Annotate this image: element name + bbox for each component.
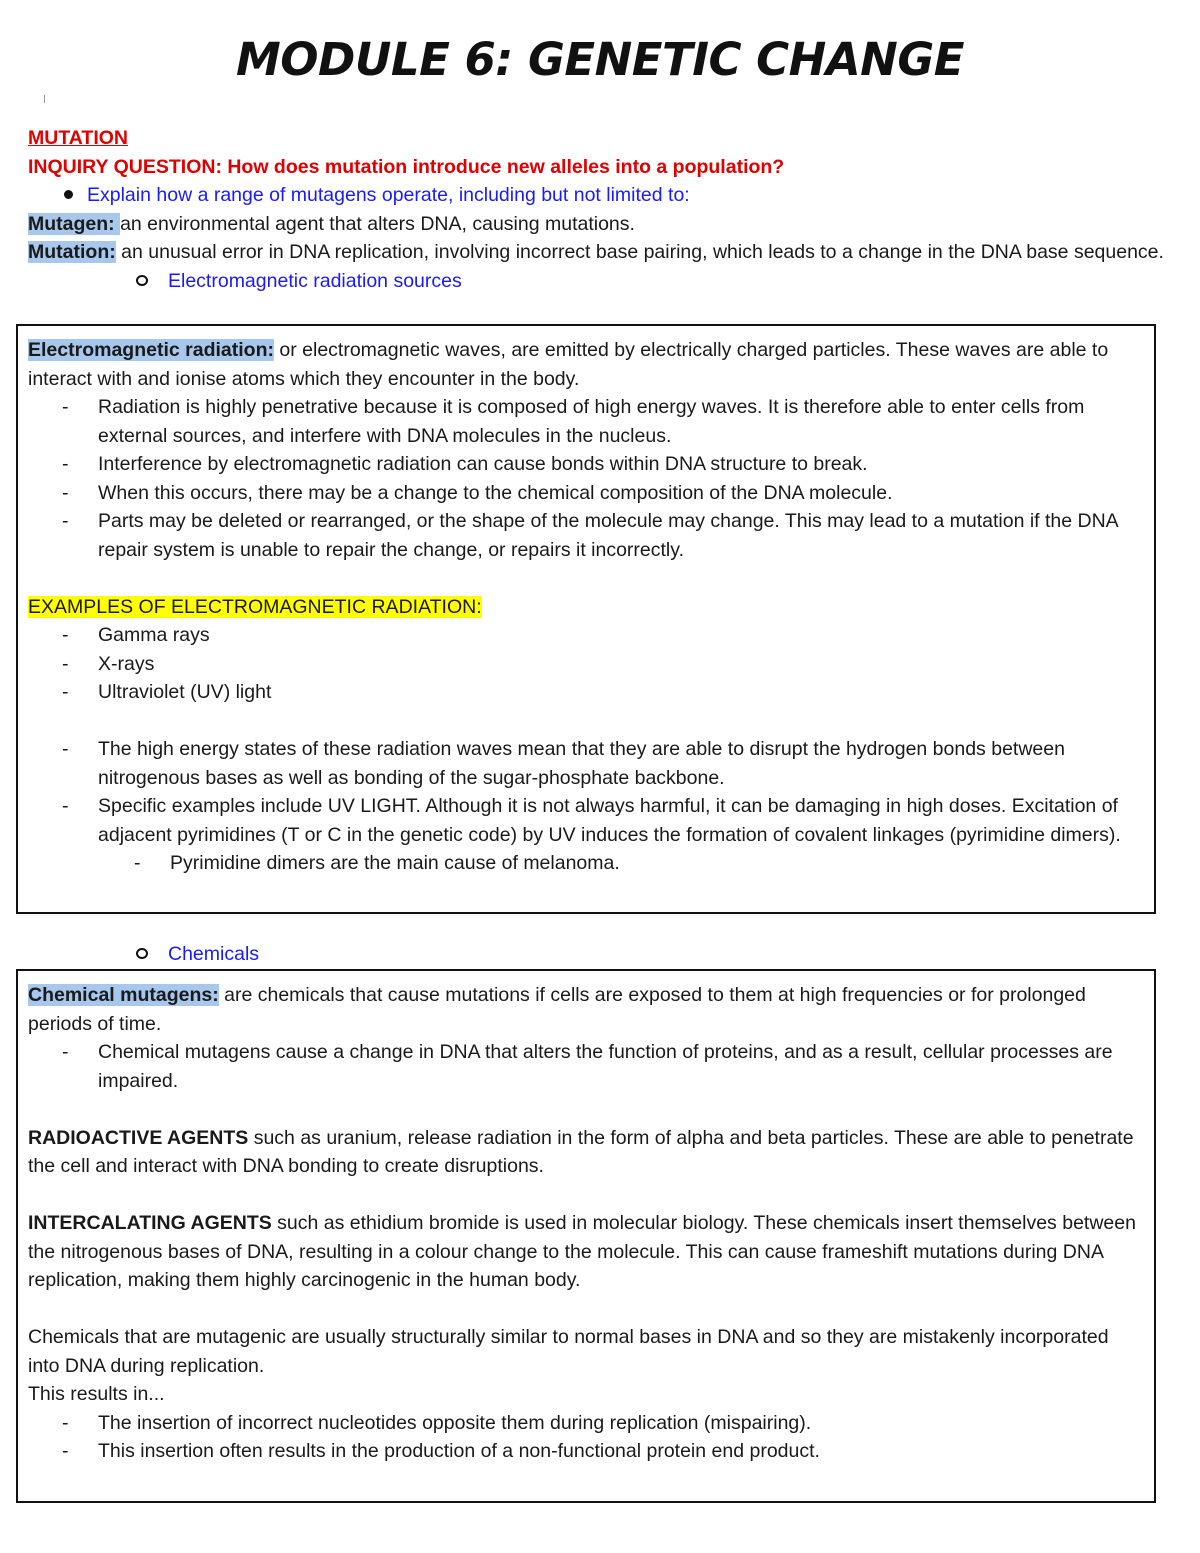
subheading-chemicals-text: Chemicals — [168, 943, 260, 965]
em-definition — [28, 336, 1154, 393]
examples-list — [28, 621, 1154, 707]
em-points-2 — [28, 735, 1154, 878]
examples-heading-text: EXAMPLES OF ELECTROMAGNETIC RADIATION: — [28, 595, 482, 618]
examples-heading — [28, 593, 1154, 622]
intercalating-agents — [28, 1209, 1154, 1295]
chem-points — [28, 1038, 1154, 1095]
mutation-definition — [28, 238, 1168, 267]
radioactive-agents — [28, 1124, 1154, 1181]
explain-text: Explain how a range of mutagens operate, including but not limited to: — [87, 184, 690, 206]
em-points — [28, 393, 1154, 564]
list-item: - Ultraviolet (UV) light — [28, 678, 1154, 707]
list-item: - Chemical mutagens cause a change in DNA that alters the function of proteins, and as a result, cellular processes are impaired. — [28, 1038, 1154, 1095]
results-list — [28, 1409, 1154, 1466]
em-radiation-box — [16, 324, 1156, 914]
list-item: - X-rays — [28, 650, 1154, 679]
radio-term: RADIOACTIVE AGENTS — [28, 1126, 249, 1149]
intro-section — [28, 124, 1168, 295]
mutation-term: Mutation: — [28, 241, 116, 263]
page-title: MODULE 6: GENETIC CHANGE — [235, 33, 965, 86]
mutation-def: an unusual error in DNA replication, involving incorrect base pairing, which leads to a change in the DNA base sequence. — [115, 241, 1164, 263]
list-item: - Specific examples include UV LIGHT. Although it is not always harmful, it can be damaging in high doses. Excitation of adjacent pyrimidines (T or C in the genetic code) by UV induces the formation of covalent linkages (pyrimidine dimers). — [28, 792, 1154, 849]
subheading-chemicals — [28, 940, 259, 969]
chemical-mutagens-box — [16, 969, 1156, 1503]
list-item: - Pyrimidine dimers are the main cause of melanoma. — [28, 849, 1154, 878]
radio-def: such as uranium, release radiation in the form of alpha and beta particles. These are able to penetrate the cell and interact with DNA bonding to create disruptions. — [28, 1126, 1134, 1177]
inquiry-question: INQUIRY QUESTION: How does mutation introduce new alleles into a population? — [28, 155, 785, 178]
bullet-ring-icon — [136, 275, 148, 286]
results-intro: This results in... — [28, 1383, 165, 1405]
list-item: - The high energy states of these radiation waves mean that they are able to disrupt the hydrogen bonds between nitrogenous bases as well as bonding of the sugar-phosphate backbone. — [28, 735, 1154, 792]
list-item: - The insertion of incorrect nucleotides opposite them during replication (mispairing). — [28, 1409, 1154, 1438]
bullet-ring-icon — [136, 948, 148, 959]
list-item: - This insertion often results in the production of a non-functional protein end product. — [28, 1437, 1154, 1466]
mutagen-def: an environmental agent that alters DNA, causing mutations. — [120, 212, 635, 235]
list-item: - Gamma rays — [28, 621, 1154, 650]
em-term: Electromagnetic radiation: — [28, 339, 274, 361]
section-heading: MUTATION — [28, 127, 129, 149]
mutagen-term: Mutagen: — [28, 212, 121, 235]
inter-term: INTERCALATING AGENTS — [28, 1212, 272, 1234]
mutagen-definition — [28, 210, 1168, 239]
cursor-mark — [44, 95, 45, 103]
list-item: - Interference by electromagnetic radiation can cause bonds within DNA structure to break. — [28, 450, 1154, 479]
similar-bases: Chemicals that are mutagenic are usually structurally similar to normal bases in DNA and so they are mistakenly incorporated into DNA during replication. — [28, 1326, 1109, 1377]
list-item: - Radiation is highly penetrative because it is composed of high energy waves. It is therefore able to enter cells from external sources, and interfere with DNA molecules in the nucleus. — [28, 393, 1154, 450]
subheading-em-text: Electromagnetic radiation sources — [168, 269, 462, 292]
chem-definition — [28, 981, 1154, 1038]
em-def: or electromagnetic waves, are emitted by electrically charged particles. These waves are able to interact with and ionise atoms which they encounter in the body. — [28, 339, 1109, 390]
list-item: - When this occurs, there may be a change to the chemical composition of the DNA molecule. — [28, 479, 1154, 508]
subheading-em — [28, 267, 1168, 296]
inter-def: such as ethidium bromide is used in molecular biology. These chemicals insert themselves between the nitrogenous bases of DNA, resulting in a colour change to the molecule. This can cause frameshift mutations during DNA replication, making them highly carcinogenic in the human body. — [28, 1212, 1136, 1291]
explain-bullet — [28, 181, 1168, 210]
bullet-dot-icon — [64, 190, 73, 199]
list-item: - Parts may be deleted or rearranged, or the shape of the molecule may change. This may lead to a mutation if the DNA repair system is unable to repair the change, or repairs it incorrectly. — [28, 507, 1154, 564]
chem-term: Chemical mutagens: — [28, 984, 219, 1006]
chem-def: are chemicals that cause mutations if cells are exposed to them at high frequencies or for prolonged periods of time. — [28, 984, 1086, 1035]
